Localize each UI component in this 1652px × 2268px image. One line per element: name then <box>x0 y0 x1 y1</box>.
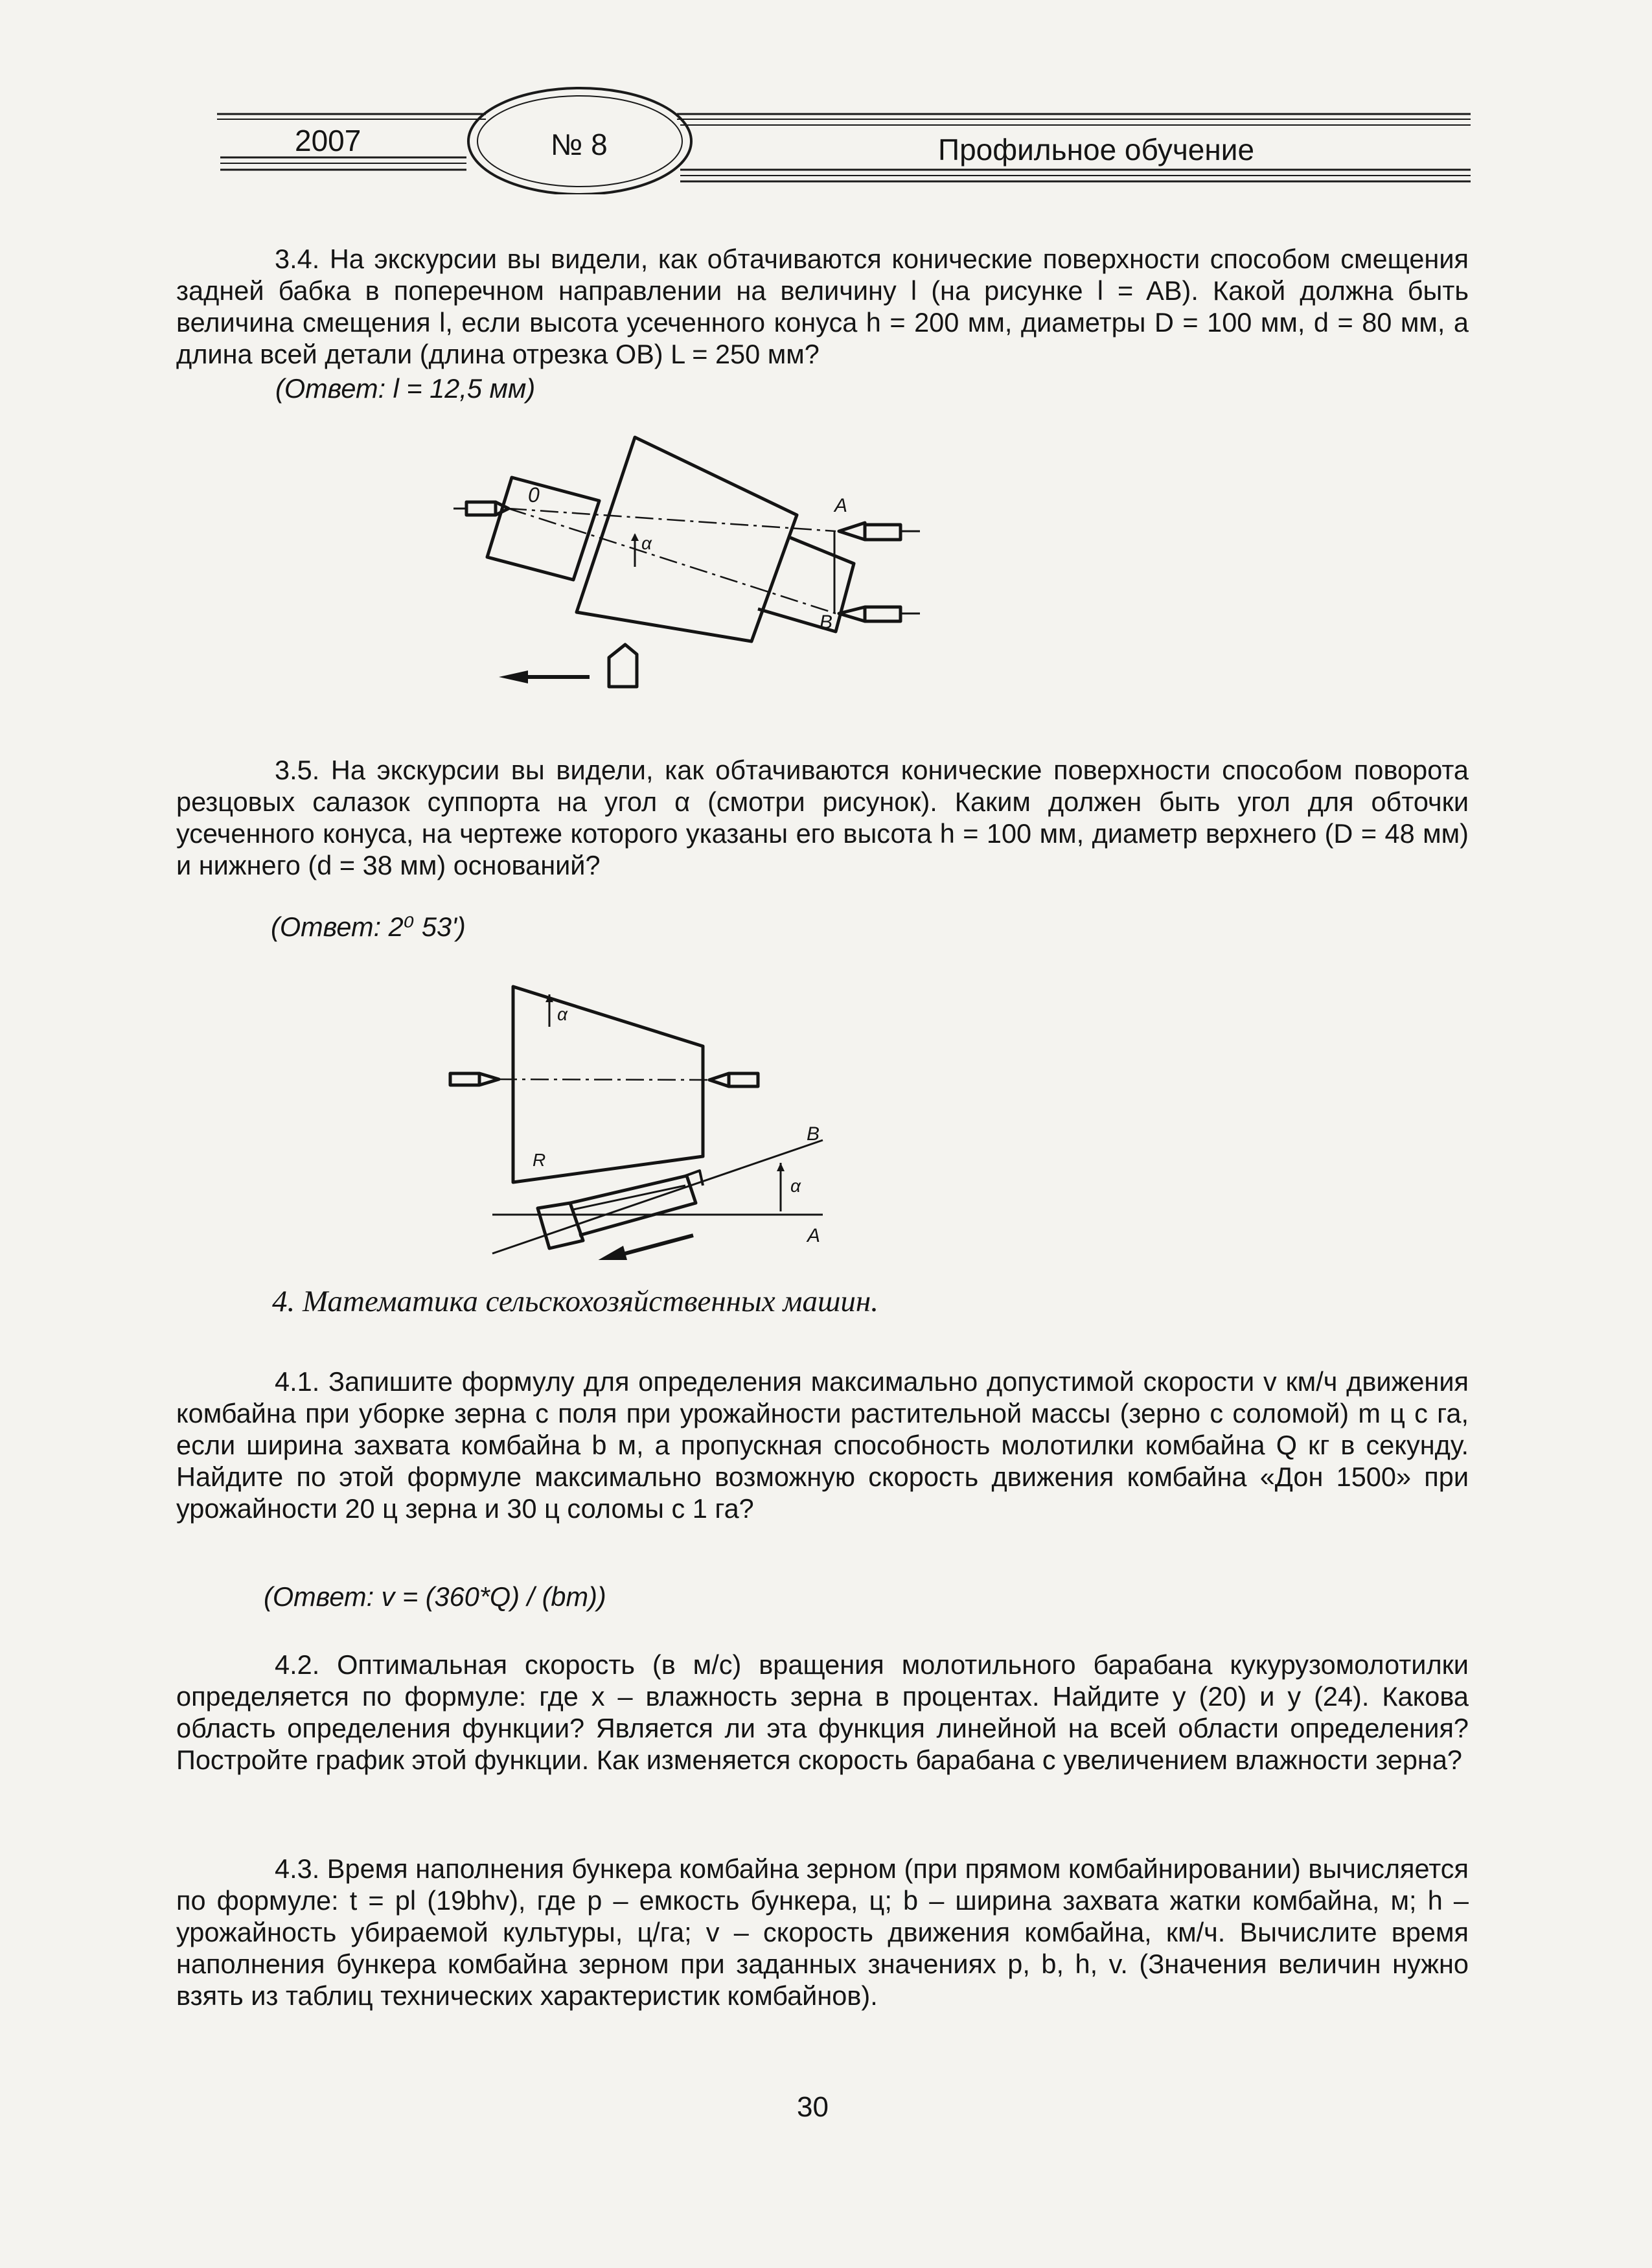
label-a: A <box>834 495 848 516</box>
problem-3-4-answer: (Ответ: l = 12,5 мм) <box>275 373 536 404</box>
feed-arrow-left <box>499 670 590 683</box>
right-center <box>709 1073 758 1086</box>
figure-compound-rest-rotation <box>441 968 862 1260</box>
problem-4-2-text: 4.2. Оптимальная скорость (в м/с) вращения молотильного барабана кукурузомолотилки определяется по формуле: где x – влажность зерна в процентах. Найдите y (20) и y (24). Какова область определения функции? Является ли эта функция линейной на всей области определения? Постройте график этой функции. Как изменяется скорость барабана с увеличением влажности зерна? <box>176 1649 1469 1775</box>
cutter <box>609 645 637 687</box>
problem-4-1-text: 4.1. Запишите формулу для определения максимально допустимой скорости v км/ч движения комбайна при уборке зерна с поля при урожайности растительной массы (зерно с соломой) m ц с га, если ширина захвата комбайна b м, а пропускная способность молотилки комбайна Q кг в секунду. Найдите по этой формуле максимально возможную скорость движения комбайна «Дон 1500» при урожайности 20 ц зерна и 30 ц соломы с 1 га? <box>176 1366 1469 1524</box>
right-lower-center <box>839 607 901 621</box>
page-header <box>0 0 1652 194</box>
label-a: A <box>807 1225 821 1246</box>
problem-3-4 <box>176 243 1469 370</box>
problem-4-3 <box>176 1853 1469 2011</box>
label-r: R <box>533 1150 546 1170</box>
label-alpha-side: α <box>790 1176 801 1196</box>
axis-OB <box>509 509 836 613</box>
page-number: 30 <box>797 2091 829 2123</box>
problem-3-5-answer: (Ответ: 2⁰ 53ʹ) <box>271 911 466 942</box>
header-rule-ornament <box>0 0 1652 194</box>
label-alpha-top: α <box>557 1004 568 1024</box>
figure-tailstock-offset <box>447 431 939 713</box>
label-b: B <box>807 1123 820 1145</box>
left-center <box>450 1073 499 1085</box>
header-rubric: Профильное обучение <box>938 133 1255 166</box>
left-cylinder <box>487 477 599 580</box>
problem-4-2 <box>176 1649 1469 1776</box>
problem-4-1-answer: (Ответ: v = (360*Q) / (bm)) <box>264 1581 606 1612</box>
feed-arrow-diagonal <box>596 1235 693 1260</box>
problem-3-5 <box>176 754 1469 881</box>
problem-4-1 <box>176 1366 1469 1524</box>
label-alpha: α <box>641 533 652 553</box>
right-upper-center <box>839 523 901 540</box>
header-year: 2007 <box>295 124 361 157</box>
section-4-title: 4. Математика сельскохозяйственных машин. <box>272 1285 878 1318</box>
problem-3-5-text: 3.5. На экскурсии вы видели, как обтачиваются конические поверхности способом поворота резцовых салазок суппорта на угол α (смотри рисунок). Каким должен быть угол для обточки усеченного конуса, на чертеже которого указаны его высота h = 100 мм, диаметр верхнего (D = 48 мм) и нижнего (d = 38 мм) оснований? <box>176 755 1469 880</box>
centre-axis <box>499 1079 709 1080</box>
axis-OA <box>509 509 836 531</box>
label-b: B <box>820 612 833 633</box>
label-o: 0 <box>528 483 540 507</box>
problem-4-3-text: 4.3. Время наполнения бункера комбайна зерном (при прямом комбайнировании) вычисляется по формуле: t = pl (19bhv), где p – емкость бункера, ц; b – ширина захвата жатки комбайна, м; h – урожайность убираемой культуры, ц/га; v – скорость движения комбайна, км/ч. Вычислите время наполнения бункера комбайна зерном при заданных значениях p, b, h, v. (Значения величин нужно взять из таблиц технических характеристик комбайнов). <box>176 1853 1469 2011</box>
problem-3-4-text: 3.4. На экскурсии вы видели, как обтачиваются конические поверхности способом смещения задней бабка в поперечном направлении на величину l (на рисунке l = AB). Какой должна быть величина смещения l, если высота усеченного конуса h = 200 мм, диаметры D = 100 мм, d = 80 мм, а длина всей детали (длина отрезка OB) L = 250 мм? <box>176 244 1469 369</box>
header-issue-number: № 8 <box>551 128 608 161</box>
